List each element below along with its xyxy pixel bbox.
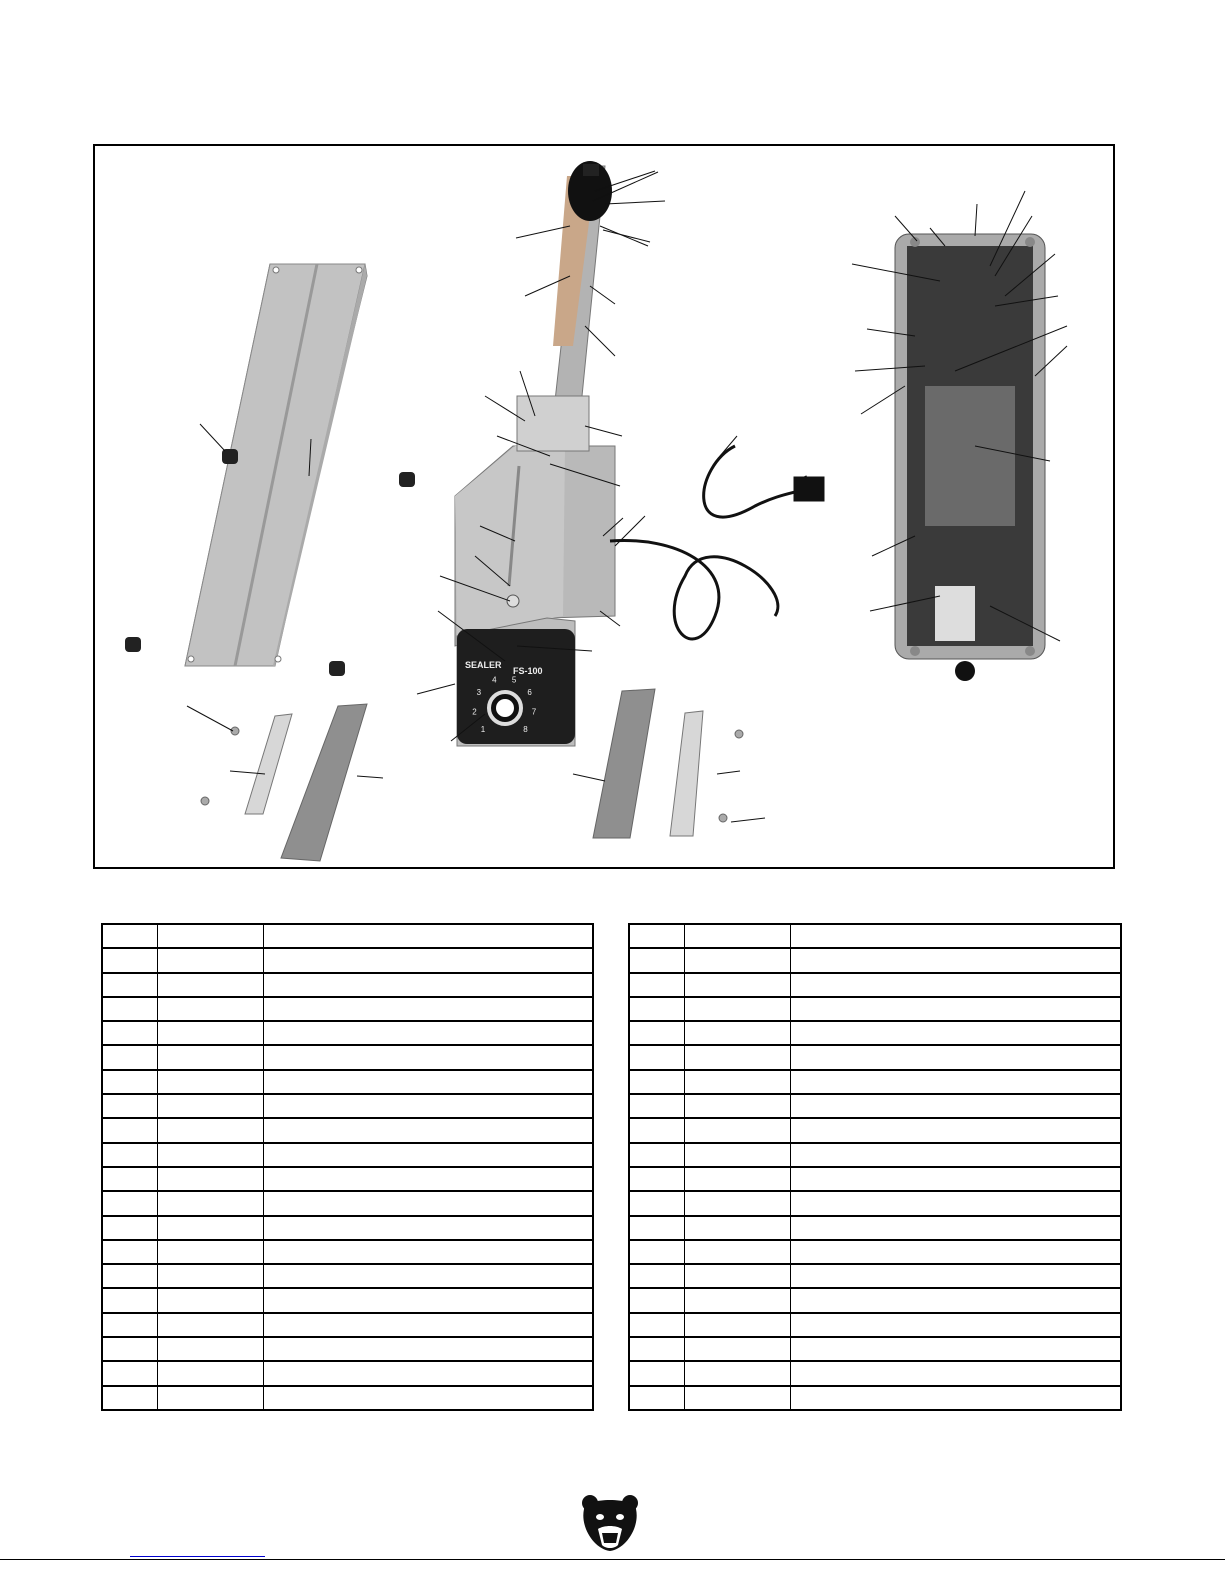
table-cell: [102, 924, 158, 948]
table-cell: [158, 924, 264, 948]
table-cell: [791, 1337, 1122, 1361]
table-row: [102, 1288, 593, 1312]
table-cell: [791, 1216, 1122, 1240]
table-cell: [158, 1264, 264, 1288]
table-cell: [791, 1386, 1122, 1410]
table-cell: [629, 1045, 685, 1069]
table-cell: [264, 1240, 594, 1264]
table-cell: [685, 1191, 791, 1215]
table-cell: [264, 1216, 594, 1240]
table-row: [629, 1045, 1121, 1069]
table-row: [102, 1313, 593, 1337]
table-row: [629, 1337, 1121, 1361]
table-cell: [791, 1288, 1122, 1312]
table-cell: [791, 1313, 1122, 1337]
table-cell: [629, 948, 685, 972]
table-cell: [685, 1386, 791, 1410]
table-row: [102, 1337, 593, 1361]
table-cell: [685, 1264, 791, 1288]
table-cell: [629, 1313, 685, 1337]
table-cell: [791, 1361, 1122, 1385]
table-row: [629, 1094, 1121, 1118]
table-cell: [102, 1288, 158, 1312]
table-cell: [264, 1070, 594, 1094]
table-cell: [685, 1361, 791, 1385]
table-cell: [629, 1143, 685, 1167]
table-cell: [791, 1070, 1122, 1094]
table-cell: [264, 1167, 594, 1191]
table-cell: [158, 1216, 264, 1240]
table-cell: [685, 1167, 791, 1191]
table-row: [102, 1216, 593, 1240]
table-cell: [158, 1094, 264, 1118]
table-cell: [791, 1167, 1122, 1191]
table-cell: [685, 997, 791, 1021]
table-cell: [791, 1264, 1122, 1288]
table-cell: [102, 1021, 158, 1045]
table-cell: [264, 1264, 594, 1288]
table-cell: [102, 1070, 158, 1094]
table-cell: [629, 1191, 685, 1215]
table-cell: [791, 997, 1122, 1021]
table-cell: [264, 1143, 594, 1167]
table-cell: [102, 1094, 158, 1118]
table-cell: [102, 997, 158, 1021]
table-row: [629, 948, 1121, 972]
table-cell: [629, 1167, 685, 1191]
table-cell: [264, 924, 594, 948]
table-row: [629, 1167, 1121, 1191]
table-cell: [102, 1191, 158, 1215]
table-row: [102, 924, 593, 948]
table-row: [629, 1288, 1121, 1312]
table-cell: [629, 1361, 685, 1385]
dial-number: 4: [492, 675, 497, 685]
table-cell: [791, 1191, 1122, 1215]
table-cell: [264, 1094, 594, 1118]
table-cell: [158, 1118, 264, 1142]
table-row: [629, 1021, 1121, 1045]
table-cell: [102, 1264, 158, 1288]
table-cell: [158, 1337, 264, 1361]
table-row: [102, 1264, 593, 1288]
table-cell: [264, 973, 594, 997]
table-cell: [264, 1361, 594, 1385]
table-cell: [685, 973, 791, 997]
table-cell: [158, 1361, 264, 1385]
table-cell: [158, 948, 264, 972]
dial-number: 2: [472, 707, 477, 717]
table-row: [102, 1094, 593, 1118]
table-cell: [629, 1288, 685, 1312]
table-cell: [102, 1045, 158, 1069]
table-cell: [102, 1216, 158, 1240]
table-cell: [264, 1337, 594, 1361]
dial-number: 8: [523, 725, 528, 735]
table-row: [102, 1191, 593, 1215]
table-row: [629, 1118, 1121, 1142]
table-cell: [685, 1313, 791, 1337]
table-cell: [791, 1094, 1122, 1118]
table-cell: [102, 1361, 158, 1385]
table-cell: [102, 1240, 158, 1264]
table-row: [629, 1386, 1121, 1410]
sealer-arm: [517, 161, 612, 451]
dial-number: 6: [527, 688, 532, 697]
table-row: [102, 1167, 593, 1191]
table-cell: [158, 1288, 264, 1312]
parts-table-right: [628, 923, 1122, 1411]
table-cell: [102, 1386, 158, 1410]
table-row: [629, 1070, 1121, 1094]
table-cell: [685, 1288, 791, 1312]
table-cell: [791, 1021, 1122, 1045]
table-cell: [102, 1313, 158, 1337]
table-cell: [685, 1021, 791, 1045]
table-cell: [791, 948, 1122, 972]
table-row: [629, 1216, 1121, 1240]
table-cell: [264, 1191, 594, 1215]
footer-link[interactable]: [130, 1555, 265, 1557]
sealer-body: [455, 446, 615, 746]
dial-number: 5: [511, 675, 517, 685]
table-cell: [264, 1288, 594, 1312]
table-cell: [264, 1045, 594, 1069]
table-cell: [685, 1070, 791, 1094]
table-row: [629, 1240, 1121, 1264]
table-row: [629, 1361, 1121, 1385]
table-row: [102, 1386, 593, 1410]
parts-table-left: [101, 923, 594, 1411]
table-cell: [791, 924, 1122, 948]
table-cell: [158, 1191, 264, 1215]
table-cell: [629, 973, 685, 997]
table-row: [629, 997, 1121, 1021]
electrical-box: [895, 234, 1045, 681]
table-cell: [685, 948, 791, 972]
table-cell: [102, 948, 158, 972]
parts-table-left-body: [102, 924, 593, 1410]
table-cell: [629, 1337, 685, 1361]
table-cell: [264, 948, 594, 972]
table-cell: [629, 1386, 685, 1410]
table-cell: [102, 1167, 158, 1191]
table-row: [102, 1070, 593, 1094]
table-cell: [685, 924, 791, 948]
table-row: [102, 973, 593, 997]
dial-brand-text: SEALER: [465, 660, 502, 670]
parts-breakdown-figure: [93, 144, 1115, 869]
table-row: [102, 948, 593, 972]
table-cell: [264, 1118, 594, 1142]
footer-rule: [0, 1559, 1225, 1560]
table-cell: [791, 1240, 1122, 1264]
table-cell: [629, 997, 685, 1021]
table-row: [102, 1240, 593, 1264]
table-cell: [685, 1094, 791, 1118]
dial-number: 7: [531, 707, 537, 717]
table-cell: [264, 1386, 594, 1410]
table-cell: [685, 1143, 791, 1167]
table-cell: [102, 1143, 158, 1167]
table-cell: [264, 1313, 594, 1337]
table-cell: [685, 1045, 791, 1069]
table-cell: [158, 1313, 264, 1337]
table-cell: [629, 1094, 685, 1118]
dial-number: 3: [476, 688, 482, 697]
table-cell: [158, 1386, 264, 1410]
table-cell: [685, 1337, 791, 1361]
table-row: [102, 1143, 593, 1167]
table-cell: [791, 1045, 1122, 1069]
table-row: [102, 1045, 593, 1069]
table-cell: [629, 1021, 685, 1045]
table-cell: [629, 1264, 685, 1288]
table-cell: [158, 1167, 264, 1191]
table-row: [102, 1021, 593, 1045]
table-row: [629, 1313, 1121, 1337]
table-cell: [685, 1240, 791, 1264]
table-cell: [264, 1021, 594, 1045]
table-row: [629, 973, 1121, 997]
table-cell: [102, 973, 158, 997]
table-row: [102, 997, 593, 1021]
table-cell: [158, 997, 264, 1021]
table-cell: [158, 1240, 264, 1264]
table-cell: [791, 973, 1122, 997]
table-cell: [158, 973, 264, 997]
table-cell: [629, 1216, 685, 1240]
table-cell: [102, 1337, 158, 1361]
dial-number: 1: [480, 725, 486, 735]
dial-model-text: FS-100: [513, 666, 543, 676]
table-cell: [791, 1118, 1122, 1142]
table-cell: [629, 924, 685, 948]
table-row: [102, 1361, 593, 1385]
base-plate: [185, 264, 367, 666]
table-cell: [791, 1143, 1122, 1167]
table-cell: [629, 1118, 685, 1142]
table-cell: [685, 1216, 791, 1240]
parts-table-right-body: [629, 924, 1121, 1410]
table-cell: [264, 997, 594, 1021]
parts-diagram: [95, 146, 1115, 869]
table-cell: [158, 1045, 264, 1069]
table-cell: [158, 1021, 264, 1045]
table-cell: [102, 1118, 158, 1142]
right-teflon-strip: [593, 689, 743, 838]
table-cell: [158, 1070, 264, 1094]
table-row: [102, 1118, 593, 1142]
table-row: [629, 1143, 1121, 1167]
table-cell: [158, 1143, 264, 1167]
table-cell: [629, 1070, 685, 1094]
table-row: [629, 1191, 1121, 1215]
grizzly-bear-logo-icon: [578, 1493, 642, 1553]
table-cell: [629, 1240, 685, 1264]
table-cell: [685, 1118, 791, 1142]
table-row: [629, 924, 1121, 948]
power-cord: [610, 446, 823, 639]
table-row: [629, 1264, 1121, 1288]
